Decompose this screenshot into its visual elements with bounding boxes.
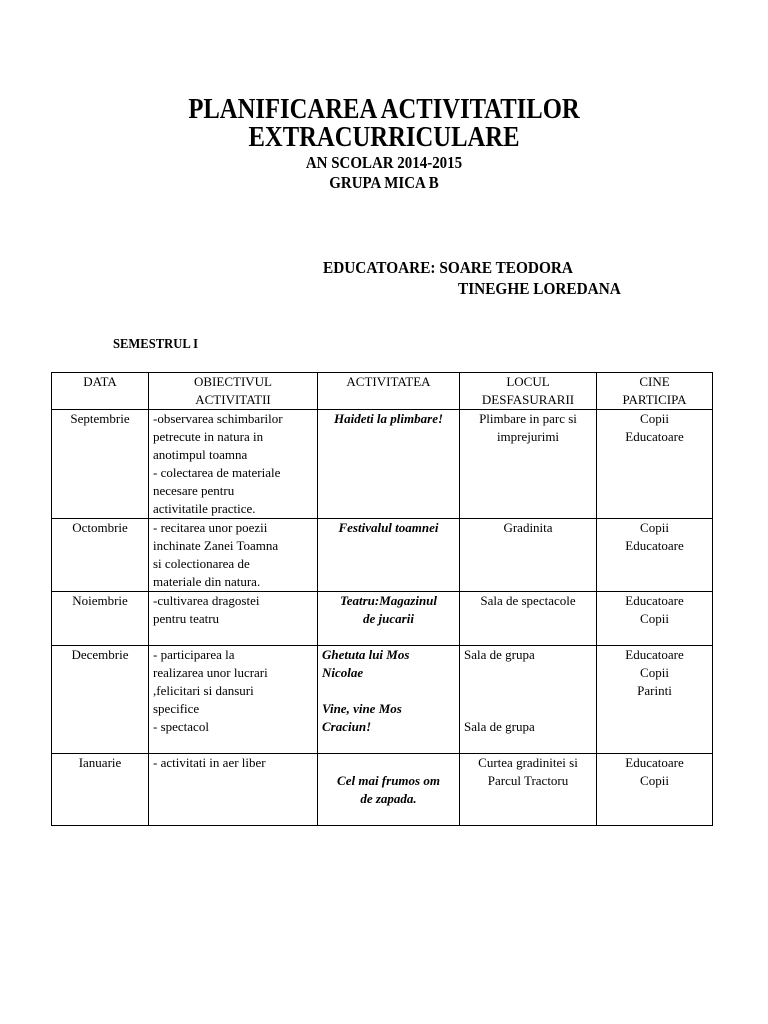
cell-place: Plimbare in parc si imprejurimi: [460, 410, 597, 519]
semester-label: SEMESTRUL I: [113, 337, 199, 352]
cell-activity: Haideti la plimbare!: [318, 410, 460, 519]
header-participants: CINE PARTICIPA: [597, 373, 713, 410]
table-row: [52, 754, 713, 826]
cell-participants: Educatoare Copii Parinti: [597, 646, 713, 754]
cell-date: Decembrie: [52, 646, 149, 754]
table-row: [52, 592, 713, 646]
header-objective: OBIECTIVUL ACTIVITATII: [149, 373, 318, 410]
header-place: LOCUL DESFASURARII: [460, 373, 597, 410]
cell-date: Ianuarie: [52, 754, 149, 826]
cell-place: Sala de spectacole: [460, 592, 597, 646]
header-date: DATA: [52, 373, 149, 410]
cell-participants: Copii Educatoare: [597, 410, 713, 519]
cell-activity: Teatru:Magazinul de jucarii: [318, 592, 460, 646]
cell-date: Octombrie: [52, 519, 149, 592]
cell-activity: Festivalul toamnei: [318, 519, 460, 592]
educators-line1: EDUCATOARE: SOARE TEODORA: [323, 258, 573, 277]
cell-participants: Copii Educatoare: [597, 519, 713, 592]
cell-objective: - recitarea unor poezii inchinate Zanei Toamna si colectionarea de materiale din natura.: [149, 519, 318, 592]
cell-place: Curtea gradinitei si Parcul Tractoru: [460, 754, 597, 826]
group-name: GRUPA MICA B: [329, 173, 439, 192]
cell-activity: Cel mai frumos om de zapada.: [318, 754, 460, 826]
educators-line2: TINEGHE LOREDANA: [458, 279, 621, 298]
school-year: AN SCOLAR 2014-2015: [305, 153, 463, 172]
table-row: [52, 519, 713, 592]
cell-date: Septembrie: [52, 410, 149, 519]
cell-objective: - activitati in aer liber: [149, 754, 318, 826]
table-row: [52, 410, 713, 519]
cell-date: Noiembrie: [52, 592, 149, 646]
document-title-line2: EXTRACURRICULARE: [248, 122, 520, 153]
cell-objective: - participarea la realizarea unor lucrari ,felicitari si dansuri specifice - spectacol: [149, 646, 318, 754]
table-row: [52, 646, 713, 754]
table-header-row: [52, 373, 713, 410]
cell-objective: -observarea schimbarilor petrecute in natura in anotimpul toamna - colectarea de materiale necesare pentru activitatile practice.: [149, 410, 318, 519]
cell-participants: Educatoare Copii: [597, 592, 713, 646]
cell-activity: Ghetuta lui Mos Nicolae Vine, vine Mos Craciun!: [318, 646, 460, 754]
cell-place: Sala de grupa Sala de grupa: [460, 646, 597, 754]
activities-table: [51, 372, 713, 826]
cell-place: Gradinita: [460, 519, 597, 592]
cell-participants: Educatoare Copii: [597, 754, 713, 826]
document-title-line1: PLANIFICAREA ACTIVITATILOR: [188, 94, 580, 125]
header-activity: ACTIVITATEA: [318, 373, 460, 410]
cell-objective: -cultivarea dragostei pentru teatru: [149, 592, 318, 646]
